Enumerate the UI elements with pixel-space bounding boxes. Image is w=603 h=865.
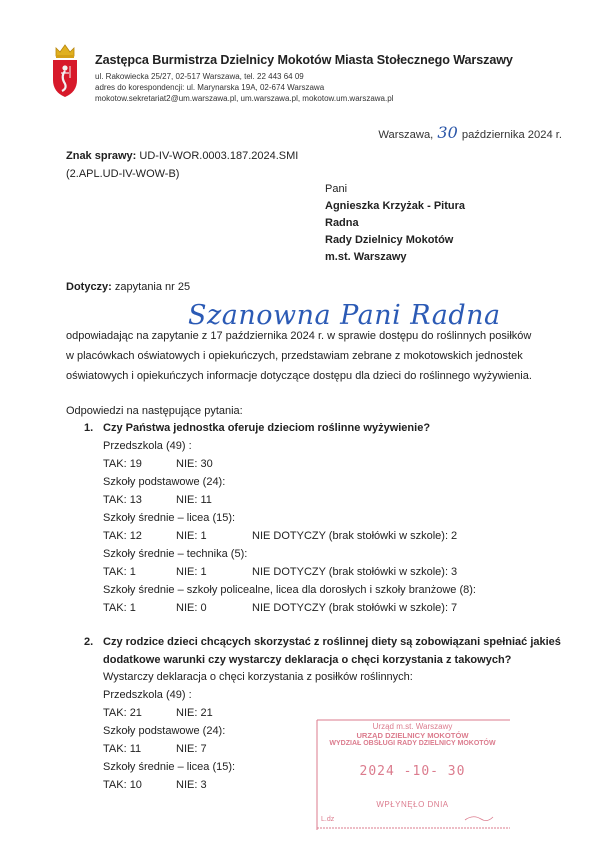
group-name: Szkoły podstawowe (24): xyxy=(103,725,226,737)
handwritten-greeting: Szanowna Pani Radna xyxy=(188,300,501,331)
address-line: ul. Rakowiecka 25/27, 02-517 Warszawa, tel. 22 443 64 09 xyxy=(95,72,304,81)
tak-value: TAK: 1 xyxy=(103,566,136,578)
case-number-value: UD-IV-WOR.0003.187.2024.SMI xyxy=(139,150,299,162)
subject-label: Dotyczy: xyxy=(66,281,112,293)
recipient-line: Radna xyxy=(325,217,359,229)
stamp-received-label: WPŁYNĘŁO DNIA xyxy=(376,800,449,809)
date-suffix: października 2024 r. xyxy=(461,129,562,141)
not-applicable-value: NIE DOTYCZY (brak stołówki w szkole): 7 xyxy=(252,602,458,614)
stamp-line: Urząd m.st. Warszawy xyxy=(372,722,453,731)
handwritten-day: 30 xyxy=(437,123,458,142)
organization-title: Zastępca Burmistrza Dzielnicy Mokotów Miasta Stołecznego Warszawy xyxy=(95,53,513,67)
answers-intro: Odpowiedzi na następujące pytania: xyxy=(66,405,243,417)
recipient-line: Agnieszka Krzyżak - Pitura xyxy=(325,200,465,212)
recipient-line: Rady Dzielnicy Mokotów xyxy=(325,234,454,246)
nie-value: NIE: 1 xyxy=(176,530,207,542)
tak-value: TAK: 21 xyxy=(103,707,142,719)
tak-value: TAK: 13 xyxy=(103,494,142,506)
group-name: Szkoły średnie – licea (15): xyxy=(103,761,236,773)
tak-value: TAK: 12 xyxy=(103,530,142,542)
group-name: Szkoły średnie – szkoły policealne, licea dla dorosłych i szkoły branżowe (8): xyxy=(103,584,476,596)
tak-value: TAK: 19 xyxy=(103,458,142,470)
warsaw-coat-of-arms-icon xyxy=(50,42,80,98)
case-reference: (2.APL.UD-IV-WOW-B) xyxy=(66,168,180,180)
question-1-text: Czy Państwa jednostka oferuje dzieciom roślinne wyżywienie? xyxy=(103,422,431,434)
not-applicable-value: NIE DOTYCZY (brak stołówki w szkole): 3 xyxy=(252,566,458,578)
question-2-text-line: dodatkowe warunki czy wystarczy deklaracja o chęci korzystania z takowych? xyxy=(103,654,512,666)
email-line: mokotow.sekretariat2@um.warszawa.pl, um.warszawa.pl, mokotow.um.warszawa.pl xyxy=(95,94,394,103)
stamp-reference-label: L.dz xyxy=(321,816,335,823)
group-name: Szkoły podstawowe (24): xyxy=(103,476,226,488)
nie-value: NIE: 0 xyxy=(176,602,207,614)
group-name: Szkoły średnie – technika (5): xyxy=(103,548,248,560)
group-name: Szkoły średnie – licea (15): xyxy=(103,512,236,524)
subject xyxy=(66,281,190,293)
nie-value: NIE: 7 xyxy=(176,743,207,755)
intro-line: odpowiadając na zapytanie z 17 października 2024 r. w sprawie dostępu do roślinnych posiłków xyxy=(66,330,532,342)
case-number xyxy=(66,150,298,162)
nie-value: NIE: 1 xyxy=(176,566,207,578)
question-2-number: 2. xyxy=(84,636,94,648)
nie-value: NIE: 21 xyxy=(176,707,213,719)
question-2-text-line: Czy rodzice dzieci chcących skorzystać z roślinnej diety są zobowiązani spełniać jakieś xyxy=(103,636,561,648)
not-applicable-value: NIE DOTYCZY (brak stołówki w szkole): 2 xyxy=(252,530,458,542)
recipient-line: m.st. Warszawy xyxy=(325,251,407,263)
nie-value: NIE: 3 xyxy=(176,779,207,791)
stamp-line: WYDZIAŁ OBSŁUGI RADY DZIELNICY MOKOTÓW xyxy=(329,740,496,747)
nie-value: NIE: 11 xyxy=(176,494,212,506)
nie-value: NIE: 30 xyxy=(176,458,213,470)
date-line xyxy=(378,123,562,142)
subject-text: zapytania nr 25 xyxy=(114,281,191,293)
group-name: Przedszkola (49) : xyxy=(103,689,192,701)
question-2-lead: Wystarczy deklaracja o chęci korzystania z posiłków roślinnych: xyxy=(103,671,413,683)
stamp-date: 2024 -10- 30 xyxy=(359,764,466,779)
case-label: Znak sprawy: xyxy=(66,150,137,162)
tak-value: TAK: 1 xyxy=(103,602,136,614)
correspondence-address-line: adres do korespondencji: ul. Marynarska 19A, 02-674 Warszawa xyxy=(95,83,325,92)
date-prefix: Warszawa, xyxy=(378,129,434,141)
question-1-number: 1. xyxy=(84,422,94,434)
received-stamp xyxy=(315,712,510,832)
intro-line: oświatowych i opiekuńczych informacje dotyczące dostępu dla dzieci do roślinnego wyżywienia. xyxy=(66,370,532,382)
tak-value: TAK: 11 xyxy=(103,743,142,755)
recipient-line: Pani xyxy=(325,183,348,195)
intro-line: w placówkach oświatowych i opiekuńczych, przedstawiam zebrane z mokotowskich jednostek xyxy=(66,350,523,362)
group-name: Przedszkola (49) : xyxy=(103,440,192,452)
stamp-line: URZĄD DZIELNICY MOKOTÓW xyxy=(356,731,469,740)
tak-value: TAK: 10 xyxy=(103,779,142,791)
